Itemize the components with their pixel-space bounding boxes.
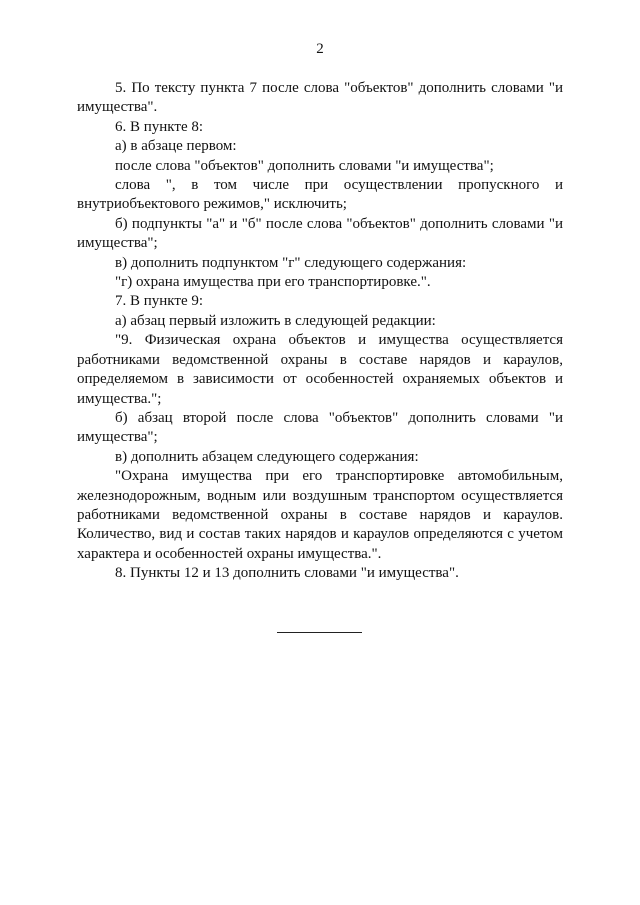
paragraph-7a: а) абзац первый изложить в следующей редакции: <box>115 312 436 329</box>
paragraph-6a-first: после слова "объектов" дополнить словами "и имущества"; <box>115 157 494 174</box>
paragraph-item-6: 6. В пункте 8: <box>115 118 204 135</box>
document-body <box>77 79 563 584</box>
paragraph-7b: б) абзац второй после слова "объектов" дополнить словами "и имущества"; <box>77 409 563 446</box>
paragraph-item-8: 8. Пункты 12 и 13 дополнить словами "и имущества". <box>115 565 459 582</box>
paragraph-6a: а) в абзаце первом: <box>115 138 237 155</box>
paragraph-6a-second: слова ", в том числе при осуществлении пропускного и внутриобъектового режимов," исключить; <box>77 177 563 213</box>
paragraph-7a-quote: "9. Физическая охрана объектов и имущества осуществляется работниками ведомственной охраны в составе нарядов и караулов, определяемом в зависимости от особенностей охраняемых объектов и имущества."; <box>77 332 563 407</box>
paragraph-item-5: 5. По тексту пункта 7 после слова "объектов" дополнить словами "и имущества". <box>77 80 563 116</box>
paragraph-7v-quote: "Охрана имущества при его транспортировке автомобильным, железнодорожным, водным или воздушным транспортом осуществляется работниками ведомственной охраны в составе нарядов и караулов. Количество, вид и состав таких нарядов и караулов определяются с учетом характера и особенностей охраны имущества.". <box>77 468 563 562</box>
paragraph-6b: б) подпункты "а" и "б" после слова "объектов" дополнить словами "и имущества"; <box>77 215 563 252</box>
paragraph-item-7: 7. В пункте 9: <box>115 293 204 310</box>
page-number: 2 <box>316 41 324 57</box>
paragraph-7v: в) дополнить абзацем следующего содержания: <box>115 448 419 465</box>
closing-rule <box>277 632 362 633</box>
paragraph-6v-quote: "г) охрана имущества при его транспортировке.". <box>115 274 431 291</box>
paragraph-6v: в) дополнить подпунктом "г" следующего содержания: <box>115 254 467 271</box>
